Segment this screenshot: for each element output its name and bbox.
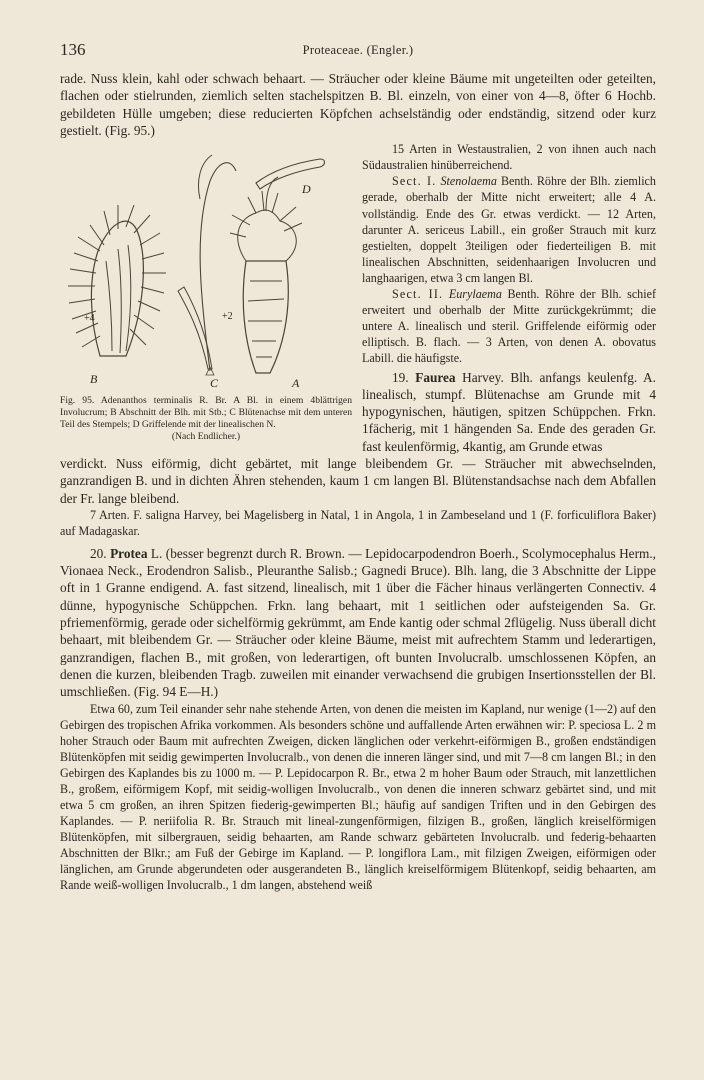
figure-95	[60, 141, 352, 455]
paragraph-intro: rade. Nuss klein, kahl oder schwach behaart. — Sträucher oder kleine Bäume mit ungeteilten oder geteilten, flachen oder stielrunden, ziemlich selten stachelspitzen B. Bl. einzeln, von einer von 4—8, öfter 6 Hochb. gebildeten Hülle umgeben; diese reducierten Köpfchen achselständig oder endständig, sitzend oder kurz gestielt. (Fig. 95.)	[60, 71, 656, 138]
side-paragraph-sect-2	[362, 286, 656, 366]
paragraph-faurea-species: 7 Arten. F. saligna Harvey, bei Magelisberg in Natal, 1 in Angola, 1 in Zambeseland und 1 (F. forficuliflora Baker) auf Madagaskar.	[60, 507, 656, 538]
figure-part-d	[256, 159, 325, 189]
figure-caption-text: Fig. 95. Adenanthos terminalis R. Br. A Bl. in einem 4blättrigen Involucrum; B Abschnitt der Blh. mit Stb.; C Blütenachse mit dem unteren Teil des Stempels; D Griffelende mit der linealischen N.	[60, 395, 352, 431]
paragraph-faurea-cont: verdickt. Nuss eiförmig, dicht gebärtet, mit lange bleibendem Gr. — Sträucher mit abwechselnden, ganzrandigen B. und in dichten Ähren stehenden, kaum 1 cm langen Bl. Blütenstandsachse nach dem Abfallen der Fr. lange bleibend.	[60, 455, 656, 506]
running-title: Proteaceae. (Engler.)	[302, 43, 414, 57]
figure-part-b	[68, 205, 166, 356]
page-header	[60, 40, 656, 70]
sect-2-name: Eurylaema	[448, 287, 502, 302]
sect-2-text: Benth. Röhre der Blh. schief erweitert und oberhalb der Mitte zurückgekrümmt; die untere A. linealisch und steril. Griffelende eiförmig oder elliptisch. B. flach. — 3 Arten, von denen A. obovatus Labill. die häufigste.	[362, 287, 656, 366]
genus-faurea	[362, 369, 656, 455]
label-c: C	[210, 376, 219, 391]
faurea-number: 19.	[392, 369, 409, 385]
sect-1-name: Stenolaema	[440, 174, 497, 189]
sect-1-text: Benth. Röhre der Blh. ziemlich gerade, oberhalb der Mitte nicht erweitert; alle 4 A. vollständig. Ende des Gr. etwas verdickt. — 12 Arten, darunter A. sericeus Labill., ein großer Strauch mit kurz gestielten, doppelt 3teiligen oder fiederteiligen B. mit linealischen Abschnitten, seidenhaarigen Involucren und langhaarigen, etwa 3 cm langen Bl.	[362, 174, 656, 285]
paragraph-protea	[60, 545, 656, 701]
paragraph-protea-species: Etwa 60, zum Teil einander sehr nahe stehende Arten, von denen die meisten im Kapland, nur wenige (1—2) auf den Gebirgen des tropischen Afrika vorkommen. Als besonders schöne und auffallende Arten erwähnen wir: P. speciosa L. 2 m hoher Strauch oder Baum mit aufrechten Zweigen, dicken länglichen oder verkehrt-eiförmigen B., großen endständigen Blütenköpfen mit seidig gewimperten Involucralb., von denen die inneren länger sind, und mit 7—8 cm langen Bl.; in den Gebirgen des Kaplandes bis zu 1000 m. — P. Lepidocarpon R. Br., etwa 2 m hoher Baum oder Strauch, mit lanzettlichen B., großem, eiförmigem Kopf, mit seidig-wolligen Involucralb., von denen die inneren schwarz gebärtet sind, und mit etwa 5 cm großen, an ihren Spitzen fiederig-gewimperten Bl.; häufig auf sandigen Triften und in den Gebirgen des Kaplandes. — P. neriifolia R. Br. Strauch mit lineal-zungenförmigen, filzigen B., großen, länglich kreiselförmigen Blütenköpfen, mit silbergrauen, seidig behaarten, am Rande schwarz gebärteten Involucralb. und federig-behaarten Abschnitten der Blkr.; am Fuß der Gebirge im Kapland. — P. longiflora Lam., mit filzigen Zweigen, eiförmigen oder länglichen, am Grunde abgerundeten oder ausgerandeten B., länglich kreiselförmigem Blütenkopf, seidig behaarten, am Rande weiß-wolligen Involucralb., 1 dm langen, abstehend weiß	[60, 701, 656, 892]
label-d: D	[302, 182, 311, 197]
side-column	[362, 141, 656, 455]
faurea-text: Harvey. Blh. anfangs keulenfg. A. linealisch, stumpf. Blütenachse am Grunde mit 4 hypogynischen, häutigen, spitzen Schüppchen. Frkn. 1fächerig, mit 1 hängenden Sa. Ende des geraden Gr. fast keulenförmig, 4kantig, am Grunde etwas	[362, 369, 656, 454]
protea-number: 20.	[90, 545, 107, 561]
faurea-name: Faurea	[415, 369, 456, 385]
protea-name: Protea	[110, 545, 148, 561]
side-paragraph-distribution: 15 Arten in Westaustralien, 2 von ihnen auch nach Südaustralien hinüberreichend.	[362, 142, 656, 173]
figure-part-a	[230, 177, 302, 373]
side-paragraph-sect-1	[362, 173, 656, 286]
sect-1-label: Sect. I.	[392, 174, 437, 189]
figure-part-c	[178, 155, 214, 375]
magnification-b: +4	[84, 313, 95, 325]
sect-2-label: Sect. II.	[392, 287, 444, 302]
page-number: 136	[60, 40, 86, 59]
label-b: B	[90, 372, 98, 387]
label-a: A	[292, 376, 300, 391]
figure-caption-source: (Nach Endlicher.)	[171, 431, 241, 443]
magnification-c: +2	[222, 311, 233, 323]
figure-caption	[60, 395, 352, 443]
botanical-illustration	[60, 141, 352, 391]
protea-text: L. (besser begrenzt durch R. Brown. — Lepidocarpodendron Boerh., Scolymocephalus Herm., Vionaea Neck., Erodendron Salisb., Pleuranthe Salisb.; Gagnedi Bruce). Blh. lang, die 3 Abschnitte der Lippe oft in 1 Granne endigend. A. fast sitzend, linealisch, mit 1 über die Fächer hinaus verlängerten Connectiv. 4 dünne, hypogynische Schüppchen. Frkn. lang behaart, mit 1 seitlichen oder aufsteigenden Sa. Gr. pfriemenförmig, gerade oder sichelförmig gekrümmt, am Ende kantig oder schmal 2flügelig. Nuss überall dicht behaart, mit bleibendem Gr. — Sträucher oder kleine Bäume, meist mit aufrechtem Stamm und lederartigen, ganzrandigen, flachen B., mit großen, von lederartigen, oft bunten Involucralb. umschlossenen Köpfen, an denen die kurzen, bleibenden Tragb. zuweilen mit einander verwachsend die grubigen Insertionsstellen der Bl. umschließen. (Fig. 94 E—H.)	[60, 545, 656, 700]
figure-block	[60, 141, 656, 455]
